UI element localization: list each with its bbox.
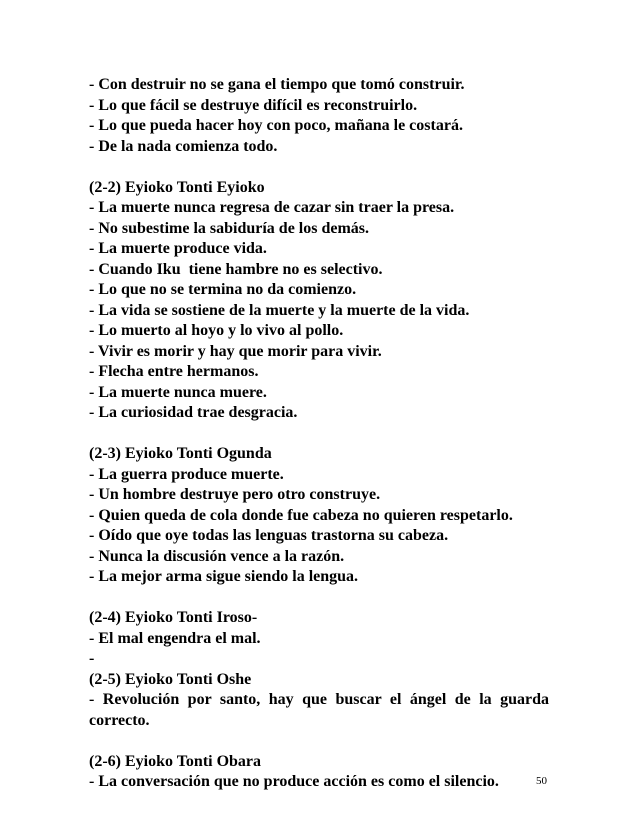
text-line: correcto. bbox=[89, 711, 150, 729]
blank-line bbox=[89, 588, 549, 609]
page-number: 50 bbox=[536, 775, 547, 787]
section-heading: (2-2) Eyioko Tonti Eyioko bbox=[89, 178, 265, 196]
text-line: - Oído que oye todas las lenguas trastorna su cabeza. bbox=[89, 527, 449, 544]
text-line: - La mejor arma sigue siendo la lengua. bbox=[89, 568, 359, 585]
text-line: - Con destruir no se gana el tiempo que tomó construir. bbox=[89, 76, 465, 93]
text-line: - Flecha entre hermanos. bbox=[89, 363, 259, 380]
text-line: - La muerte nunca regresa de cazar sin traer la presa. bbox=[89, 199, 455, 216]
text-line: - Lo muerto al hoyo y lo vivo al pollo. bbox=[89, 322, 344, 339]
text-line: - La guerra produce muerte. bbox=[89, 465, 284, 483]
text-line: - Un hombre destruye pero otro construye. bbox=[89, 486, 381, 503]
text-line: - Vivir es morir y hay que morir para vivir. bbox=[89, 342, 382, 360]
blank-line bbox=[89, 157, 549, 178]
text-line: - De la nada comienza todo. bbox=[89, 137, 278, 155]
text-line: - Lo que no se termina no da comienzo. bbox=[89, 281, 357, 298]
text-line: - No subestime la sabiduría de los demás. bbox=[89, 219, 370, 237]
text-line: - Nunca la discusión vence a la razón. bbox=[89, 547, 345, 565]
blank-line bbox=[89, 731, 549, 752]
text-line: - Cuando Iku tiene hambre no es selectivo. bbox=[89, 260, 383, 278]
blank-line bbox=[89, 424, 549, 445]
text-line: - Lo que pueda hacer hoy con poco, mañana le costará. bbox=[89, 117, 463, 134]
text-line: - Lo que fácil se destruye difícil es reconstruirlo. bbox=[89, 96, 418, 114]
text-line: - La muerte nunca muere. bbox=[89, 383, 267, 401]
section-heading: (2-5) Eyioko Tonti Oshe bbox=[89, 670, 252, 688]
text-line: - bbox=[89, 650, 95, 667]
text-line: - La curiosidad trae desgracia. bbox=[89, 404, 298, 421]
section-heading: (2-6) Eyioko Tonti Obara bbox=[89, 752, 262, 770]
body-text bbox=[89, 75, 549, 793]
section-heading: (2-4) Eyioko Tonti Iroso- bbox=[89, 609, 258, 626]
section-heading: (2-3) Eyioko Tonti Ogunda bbox=[89, 445, 272, 462]
text-line: - El mal engendra el mal. bbox=[89, 629, 261, 647]
text-line: - Revolución por santo, hay que buscar el ángel de la guarda bbox=[89, 691, 549, 708]
text-line: - La muerte produce vida. bbox=[89, 240, 267, 257]
text-line: - La vida se sostiene de la muerte y la muerte de la vida. bbox=[89, 301, 470, 319]
text-line: - Quien queda de cola donde fue cabeza no quieren respetarlo. bbox=[89, 506, 513, 524]
text-line: - La conversación que no produce acción es como el silencio. bbox=[89, 773, 499, 790]
